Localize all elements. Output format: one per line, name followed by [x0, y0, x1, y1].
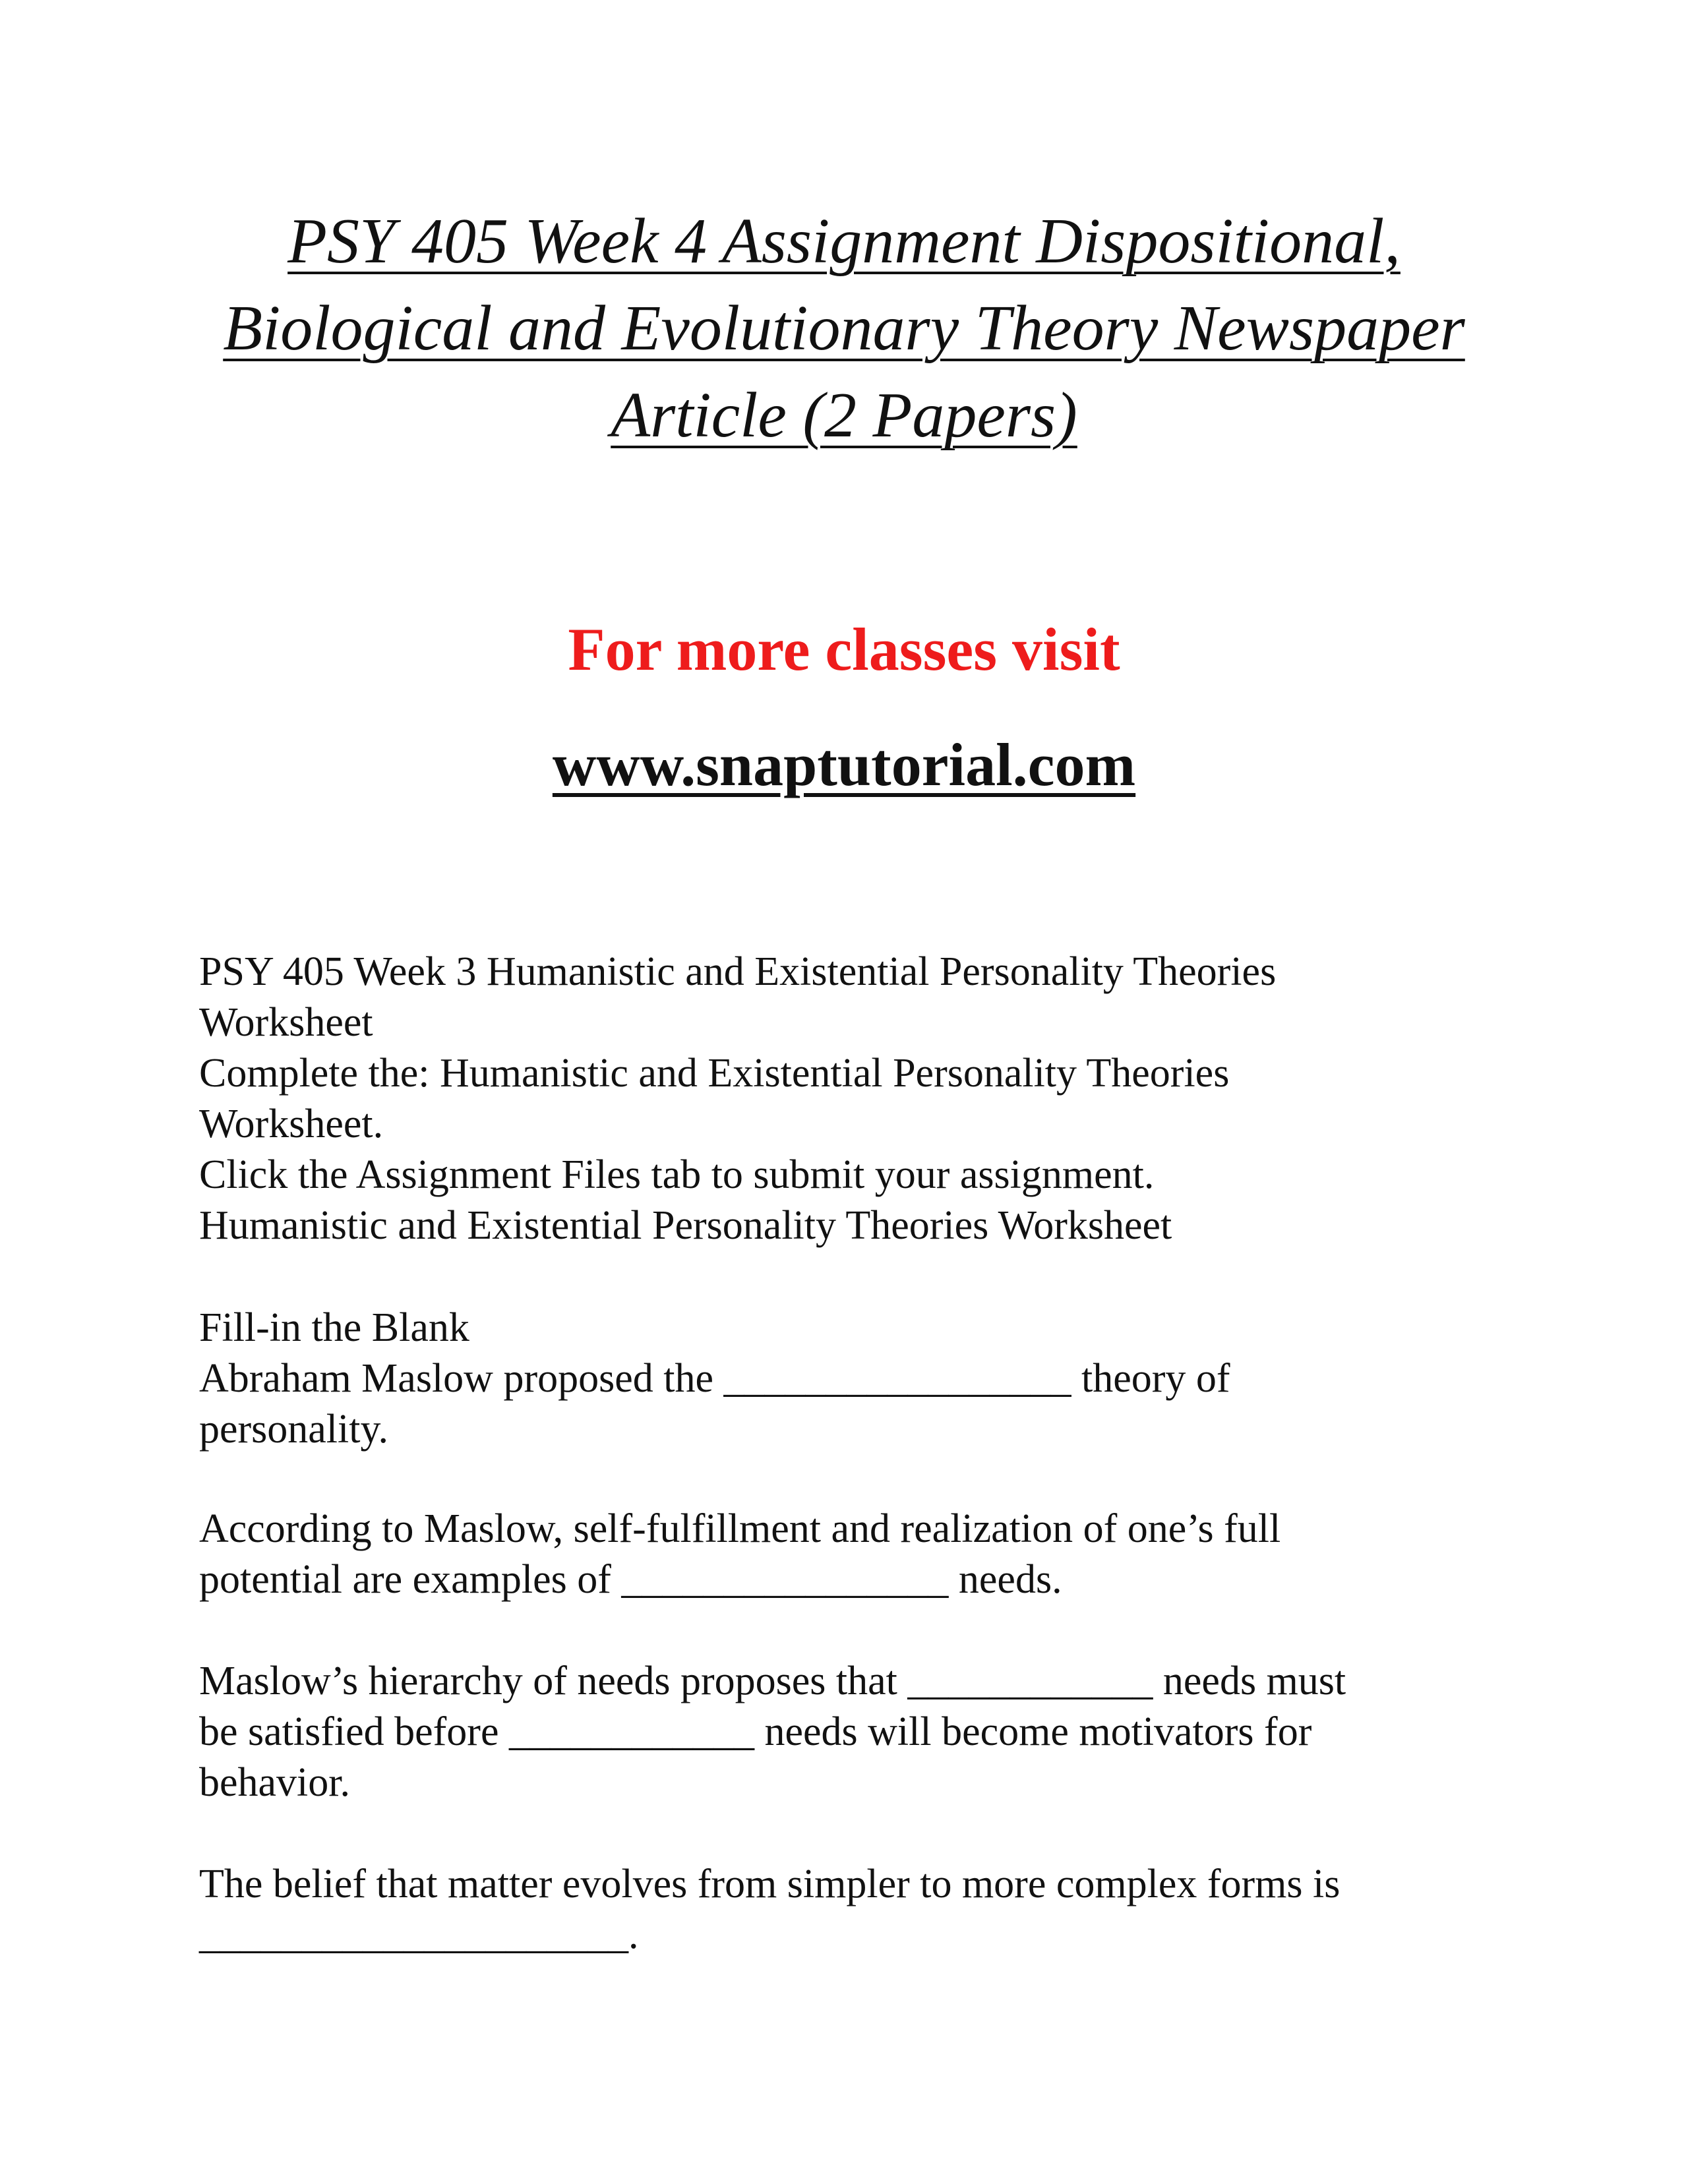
fill-in-section [199, 1303, 1505, 1455]
intro-line: Humanistic and Existential Personality Theories Worksheet [199, 1203, 1172, 1248]
document-title [185, 198, 1503, 459]
promo-text: For more classes visit [568, 616, 1120, 683]
question-3-line: behavior. [199, 1760, 350, 1805]
intro-paragraph [199, 947, 1505, 1251]
question-4-line: _____________________. [199, 1912, 639, 1957]
intro-line: Worksheet [199, 1000, 373, 1045]
site-link[interactable]: www.snaptutorial.com [552, 731, 1136, 798]
intro-line: Complete the: Humanistic and Existential Personality Theories [199, 1051, 1230, 1096]
intro-line: PSY 405 Week 3 Humanistic and Existential Personality Theories [199, 949, 1277, 994]
intro-line: Click the Assignment Files tab to submit your assignment. [199, 1152, 1155, 1197]
title-line-2: Biological and Evolutionary Theory Newspaper [223, 293, 1465, 364]
question-3-line: Maslow’s hierarchy of needs proposes that ____________ needs must [199, 1659, 1346, 1703]
title-line-1: PSY 405 Week 4 Assignment Dispositional, [287, 206, 1401, 277]
question-2 [199, 1504, 1505, 1605]
question-3-line: be satisfied before ____________ needs will become motivators for [199, 1709, 1312, 1754]
question-3 [199, 1656, 1505, 1808]
question-4-line: The belief that matter evolves from simpler to more complex forms is [199, 1862, 1341, 1906]
question-4 [199, 1859, 1505, 1961]
intro-line: Worksheet. [199, 1102, 384, 1146]
question-2-line: potential are examples of ________________ needs. [199, 1557, 1062, 1602]
fill-in-heading: Fill-in the Blank [199, 1305, 469, 1350]
question-2-line: According to Maslow, self-fulfillment and realization of one’s full [199, 1506, 1281, 1551]
question-1-line: personality. [199, 1407, 388, 1452]
question-1-line: Abraham Maslow proposed the _________________ theory of [199, 1356, 1230, 1401]
title-line-3: Article (2 Papers) [611, 380, 1077, 451]
